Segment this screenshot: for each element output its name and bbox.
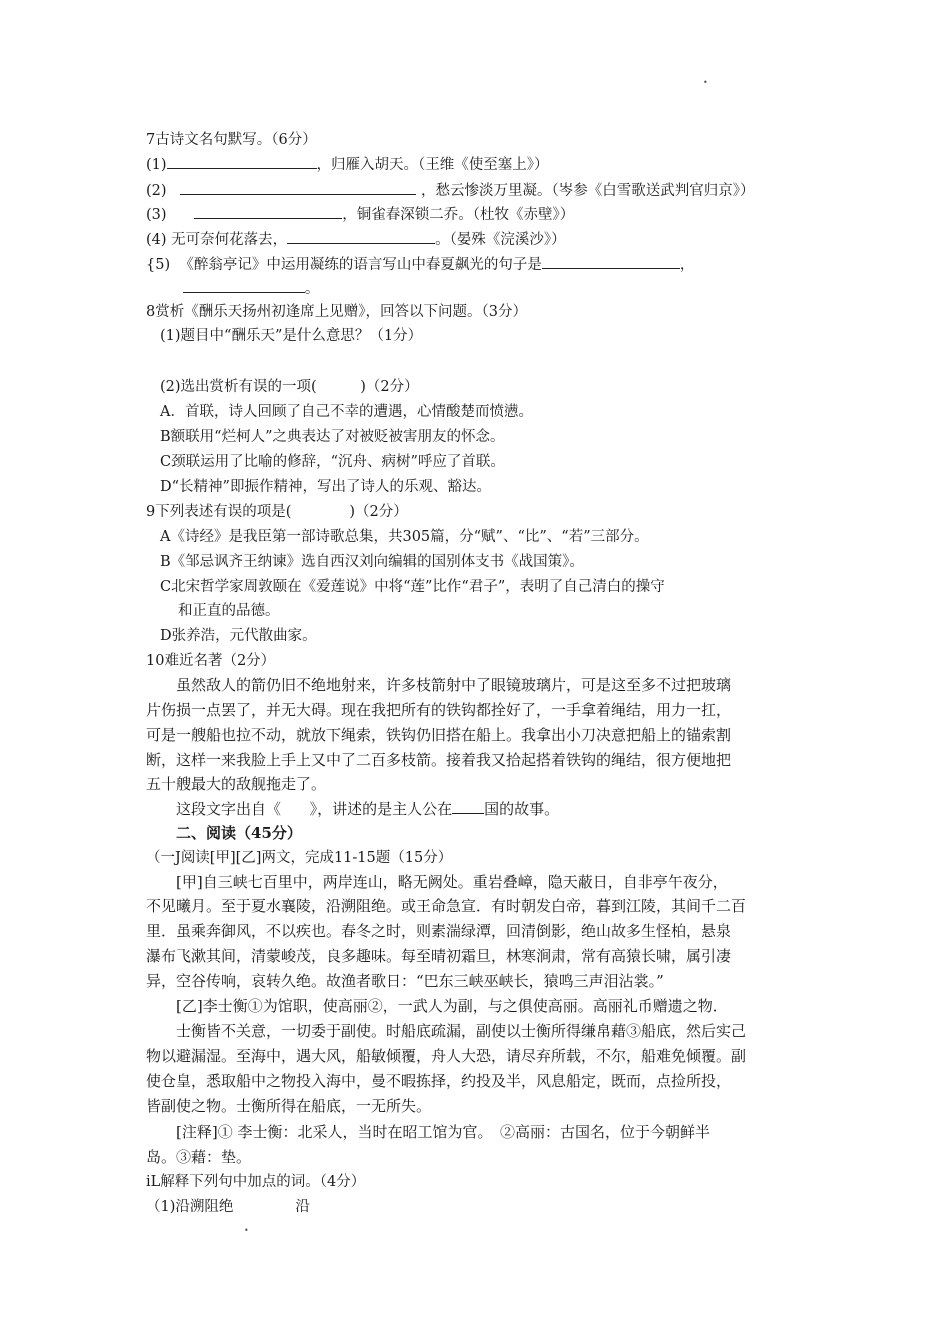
item-number: (2) [146, 183, 167, 199]
q7-line-1 [146, 152, 549, 175]
item-text: ，愁云惨淡万里凝。（岑参《白雪歌送武判官归京》） [420, 183, 755, 199]
q8-option-c: C颈联运用了比喻的修辞，“沉舟、病树”呼应了首联。 [160, 454, 505, 470]
annotation-line: 岛。③藉：垫。 [146, 1148, 252, 1166]
answer-blank[interactable] [287, 227, 435, 244]
q7-line-5 [146, 252, 694, 275]
q10-question-part: 国的故事。 [484, 800, 560, 818]
scan-mark: • [703, 78, 708, 87]
answer-blank[interactable] [194, 202, 342, 219]
passage-jia-line: [甲]自三峡七百里中，两岸连山，略无阙处。重岩叠嶂，隐天蔽日，自非亭午夜分， [176, 873, 728, 891]
q10-title: 10难近名著（2分） [146, 653, 276, 669]
q10-question [176, 797, 559, 821]
passage-yi-line: 使仓皇，悉取船中之物投入海中，曼不暇拣择，约投及半，风息船定，既而，点捡所投， [146, 1072, 732, 1090]
q10-passage-line: 片伤损一点罢了，并无大碍。现在我把所有的铁钩都拴好了，一手拿着绳结，用力一扛， [146, 701, 732, 719]
q10-question-part: 这段文字出自《 [176, 800, 282, 818]
q7-line-4 [146, 227, 566, 250]
answer-blank[interactable] [183, 276, 305, 293]
q11-title: iL解释下列句中加点的词。（4分） [146, 1174, 366, 1190]
item-number: (4) [146, 232, 167, 248]
q8-sub-1: (1)题目中“酬乐天”是什么意思？（1分） [160, 328, 423, 344]
q11-item-word: 沿 [295, 1199, 310, 1215]
q9-option-d: D张养浩，元代散曲家。 [160, 628, 317, 644]
answer-blank[interactable] [542, 252, 680, 269]
answer-blank[interactable] [452, 799, 484, 814]
q8-title: 8赏析《酬乐天扬州初逢席上见赠》，回答以下问题。（3分） [146, 304, 527, 320]
item-text: 无可奈何花落去， [171, 232, 288, 248]
q10-passage-line: 断，这样一来我脸上手上又中了二百多枝箭。接着我又拾起搭着铁钩的绳结，很方便地把 [146, 751, 732, 769]
item-number: (1) [146, 157, 167, 173]
reading-intro: （一J阅读[甲][乙]两文，完成11-15题（15分） [146, 850, 453, 866]
q8-option-b: B额联用“烂柯人”之典表达了对被贬被害朋友的怀念。 [160, 429, 505, 445]
annotation-line: [注释]① 李士衡：北采人，当时在昭工馆为官。 ②高丽：古国名，位于今朝鲜半 [176, 1123, 710, 1141]
q8-option-a: A．首联，诗人回顾了自己不幸的遭遇，心情酸楚而愤懑。 [160, 404, 533, 420]
item-number: (3) [146, 207, 167, 223]
passage-jia-line: 异，空谷传响，哀转久绝。故渔者歌日：“巴东三峡巫峡长，猿鸣三声泪沾裳。” [146, 972, 664, 990]
item-text: ， [679, 257, 695, 273]
item-text: ，铜雀春深锁二乔。（杜牧《赤壁》） [342, 207, 575, 223]
passage-jia-line: 瀑布飞漱其间，清蒙峻茂，良多趣味。每至晴初霜旦，林寒涧肃，常有高猿长啸，属引凄 [146, 947, 732, 965]
answer-blank[interactable] [167, 152, 317, 169]
q8-option-d: D“长精神”即振作精神，写出了诗人的乐观、豁达。 [160, 479, 491, 495]
q7-title: 7古诗文名句默写。（6分） [146, 132, 317, 148]
q9-option-a: A《诗经》是我臣第一部诗歌总集，共305篇，分“赋”、“比”、“若”三部分。 [160, 529, 649, 545]
item-text: ，归雁入胡天。（王维《使至塞上》） [316, 157, 549, 173]
q9-title: 9下列表述有误的项是( )（2分） [146, 504, 408, 520]
passage-yi-line: 士衡皆不关意，一切委于副使。时船底疏漏，副使以士衡所得缣帛藉③船底，然后实己 [176, 1022, 747, 1040]
passage-yi-line: 物以避漏湿。至海中，遇大风，船敏倾覆，舟人大恐，请尽弃所载，不尔，船难免倾覆。副 [146, 1047, 747, 1065]
q9-option-c-cont: 和正直的品德。 [178, 603, 280, 619]
q9-option-c: C北宋哲学家周敦颐在《爱莲说》中将“莲”比作“君子”，表明了自己清白的操守 [160, 579, 665, 595]
q11-item-text: （1)沿溯阻绝 [146, 1199, 234, 1215]
item-text: 《醉翁亭记》中运用凝练的语言写山中春夏飙光的句子是 [179, 257, 542, 273]
q7-line-2 [146, 178, 754, 201]
q10-passage-line: 五十艘最大的敌舰拖走了。 [146, 775, 327, 793]
item-text: 。 [304, 281, 320, 297]
q10-question-part: 》，讲述的是主人公在 [309, 800, 453, 818]
section-heading: 二、阅读（45分） [176, 824, 302, 842]
q11-item-1 [146, 1197, 310, 1217]
passage-jia-line: 不见曦月。至于夏水襄陵，沿溯阻绝。或王命急宣．有时朝发白帝，暮到江陵，其间千二百 [146, 897, 747, 915]
answer-blank[interactable] [180, 178, 416, 195]
q9-option-b: B《邹忌讽齐王纳谏》选自西汉刘向编辑的国别体支书《战国策》。 [160, 554, 584, 570]
q10-passage-line: 可是一艘船也拉不动，就放下绳索，铁钩仍旧搭在船上。我拿出小刀决意把船上的锚索割 [146, 726, 732, 744]
passage-yi-line: 皆副使之物。士衡所得在船底，一无所失。 [146, 1097, 432, 1115]
q8-sub-2: (2)选出赏析有误的一项( )（2分） [160, 379, 419, 395]
passage-jia-line: 里．虽乘奔御风，不以疾也。春冬之时，则素湍绿潭，回清倒影，绝山故多生怪柏，悬泉 [146, 922, 732, 940]
q7-line-3 [146, 202, 574, 225]
q10-passage-line: 虽然敌人的箭仍旧不绝地射来，许多枝箭射中了眼镜玻璃片，可是这至多不过把玻璃 [176, 676, 732, 694]
item-number: {5) [146, 257, 171, 273]
item-text: 。（晏殊《浣溪沙》） [435, 232, 566, 248]
q7-line-5b [146, 276, 319, 299]
passage-yi-line: [乙]李士衡①为馆职，使高丽②，一武人为副，与之俱使高丽。高丽礼币赠遗之物． [176, 997, 728, 1015]
scan-mark: • [244, 1226, 249, 1235]
